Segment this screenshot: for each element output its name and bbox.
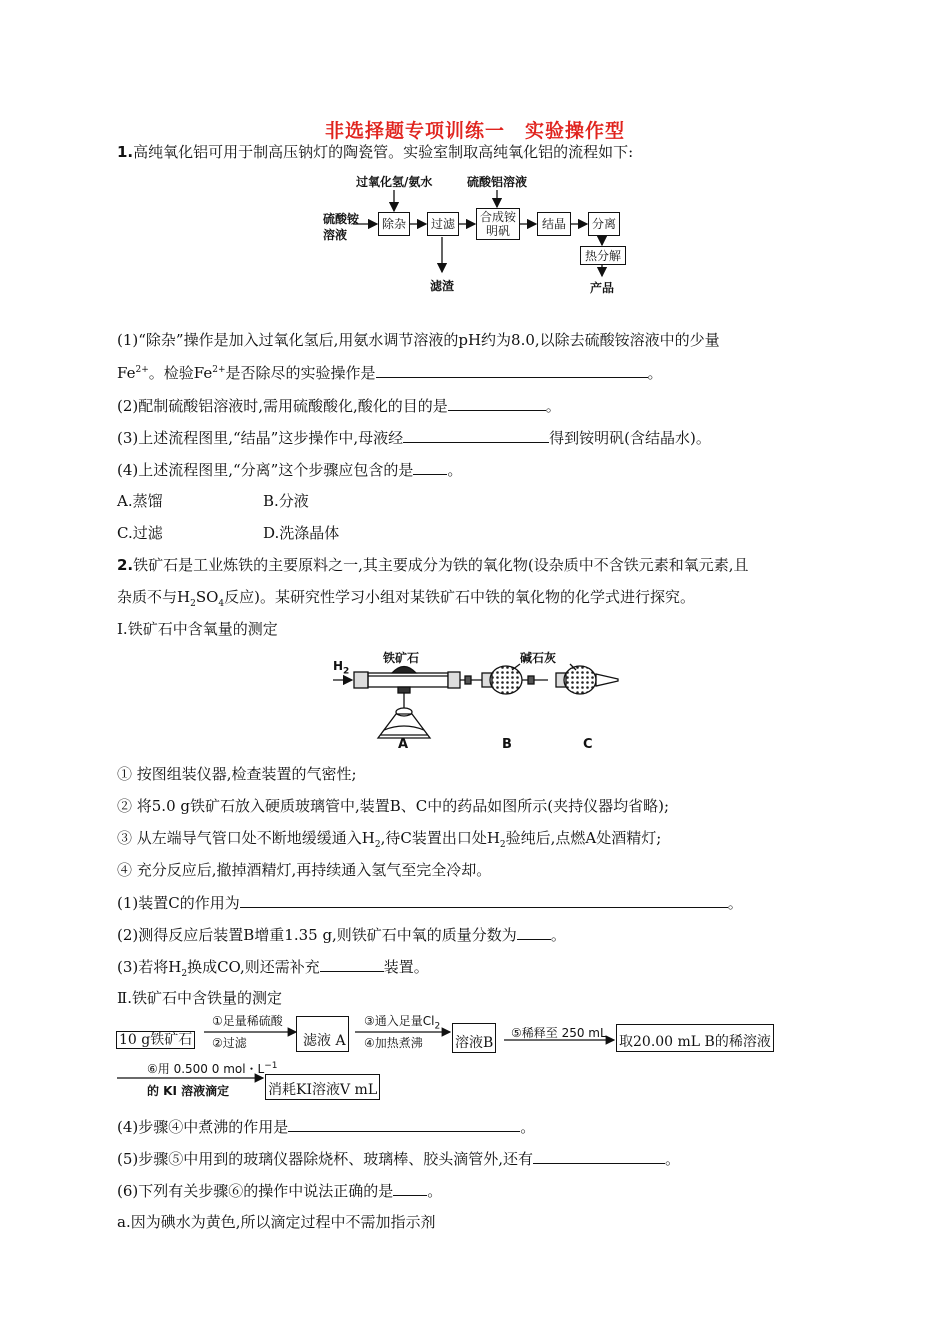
q2-part-2: (2)测得反应后装置B增重1.35 g,则铁矿石中氧的质量分数为 。	[117, 926, 566, 944]
flow2-box-ore: 10 g铁矿石	[116, 1031, 195, 1049]
flow-start-line1: 硫酸铵	[323, 212, 360, 226]
q1-part3: (3)上述流程图里,“结晶”这步操作中,母液经 得到铵明矾(含结晶水)。	[117, 429, 711, 447]
q1-option-a[interactable]: A.蒸馏	[117, 492, 163, 510]
answer-blank-8[interactable]	[288, 1116, 520, 1132]
q1-intro: 高纯氧化铝可用于制高压钠灯的陶瓷管。实验室制取高纯氧化铝的流程如下:	[133, 143, 634, 161]
flow2-label-acid: ①足量稀硫酸	[212, 1014, 283, 1028]
apparatus-ore-label: 铁矿石	[383, 651, 420, 665]
q2-intro-line1: 2.铁矿石是工业炼铁的主要原料之一,其主要成分为铁的氧化物(设杂质中不含铁元素和氧元素,且	[117, 556, 749, 574]
flow2-label-cl2: ③通入足量$Cl_2$	[364, 1014, 441, 1032]
q2-intro-line2: 杂质不与$H_2SO_4$反应)。某研究性学习小组对某铁矿石中铁的氧化物的化学式进行探究。	[117, 588, 695, 609]
q2-step3: ③ 从左端导气管口处不断地缓缓通入$H_2$,待C装置出口处$H_2$验纯后,点燃A处酒精灯;	[117, 829, 662, 850]
flow2-label-titrate: 的 KI 溶液滴定	[147, 1084, 230, 1098]
q2-part-6: (6)下列有关步骤⑥的操作中说法正确的是 。	[117, 1182, 443, 1200]
flow-box-separate: 分离	[588, 212, 620, 236]
q1-option-b[interactable]: B.分液	[263, 492, 309, 510]
q2-part-1: (1)装置C的作用为 。	[117, 894, 743, 912]
flow-start-line2: 溶液	[323, 228, 348, 242]
q2-step1: ① 按图组装仪器,检查装置的气密性;	[117, 765, 357, 783]
q1-number: 1.	[117, 143, 134, 161]
flow-box-crystallize: 结晶	[537, 212, 571, 236]
apparatus-label-b: B	[502, 737, 512, 752]
flow2-box-aliquot: 取20.00 mL B的稀溶液	[616, 1024, 774, 1052]
q1-option-c[interactable]: C.过滤	[117, 524, 163, 542]
q2-number: 2.	[117, 556, 134, 574]
flow2-box-consumed: 消耗KI溶液V mL	[265, 1074, 380, 1100]
q1-part1-line1: (1)“除杂”操作是加入过氧化氢后,用氨水调节溶液的pH约为8.0,以除去硫酸铵溶液中的少量	[117, 331, 720, 349]
flow-waste: 滤渣	[430, 279, 455, 293]
answer-blank-10[interactable]	[393, 1180, 427, 1196]
flow-box-synthesis: 合成铵 明矾	[476, 208, 520, 240]
flow-product: 产品	[590, 281, 615, 295]
flow2-box-solution-b: 溶液B	[452, 1023, 496, 1053]
apparatus-h2-label: $H_2$	[333, 659, 350, 677]
q2-step4: ④ 充分反应后,撤掉酒精灯,再持续通入氢气至完全冷却。	[117, 861, 492, 879]
apparatus-label-a: A	[398, 737, 409, 752]
q2-part-3: (3)若将$H_2$换成CO,则还需补充 装置。	[117, 958, 429, 979]
flow2-label-boil: ④加热煮沸	[364, 1036, 423, 1050]
flow2-label-filter: ②过滤	[212, 1036, 247, 1050]
flow-reagent-h2o2: 过氧化氢/氨水	[356, 175, 433, 189]
q1-option-d[interactable]: D.洗涤晶体	[263, 524, 340, 542]
page-title: 非选择题专项训练一 实验操作型	[324, 120, 625, 142]
q1-part4: (4)上述流程图里,“分离”这个步骤应包含的是 。	[117, 461, 463, 479]
q2-part-4: (4)步骤④中煮沸的作用是 。	[117, 1118, 536, 1136]
q1-part2: (2)配制硫酸铝溶液时,需用硫酸酸化,酸化的目的是 。	[117, 397, 561, 415]
apparatus-label-c: C	[583, 737, 593, 752]
flow-box-filter: 过滤	[427, 212, 459, 236]
flow2-box-filtrate: 滤液 A	[296, 1016, 349, 1052]
flow-box-decompose: 热分解	[580, 246, 626, 265]
flow2-label-ki-conc: ⑥用 0.500 0 mol・$L^{-1}$	[147, 1061, 278, 1076]
flow-box-purify: 除杂	[378, 212, 410, 236]
q2-option-a[interactable]: a.因为碘水为黄色,所以滴定过程中不需加指示剂	[117, 1213, 436, 1231]
answer-blank-9[interactable]	[533, 1148, 665, 1164]
flow-reagent-al2so4: 硫酸铝溶液	[467, 175, 528, 189]
flow2-label-dilute: ⑤稀释至 250 mL	[511, 1026, 607, 1040]
q2-part2-heading: Ⅱ.铁矿石中含铁量的测定	[117, 989, 282, 1007]
q2-step2: ② 将5.0 g铁矿石放入硬质玻璃管中,装置B、C中的药品如图所示(夹持仪器均省略);	[117, 797, 670, 815]
q2-part1-heading: Ⅰ.铁矿石中含氧量的测定	[117, 620, 278, 638]
q1-part1-line2: $Fe^{2+}$。检验$Fe^{2+}$是否除尽的实验操作是 。	[117, 364, 663, 382]
apparatus-lime-label: 碱石灰	[520, 651, 557, 665]
q2-part-5: (5)步骤⑤中用到的玻璃仪器除烧杯、玻璃棒、胶头滴管外,还有 。	[117, 1150, 681, 1168]
